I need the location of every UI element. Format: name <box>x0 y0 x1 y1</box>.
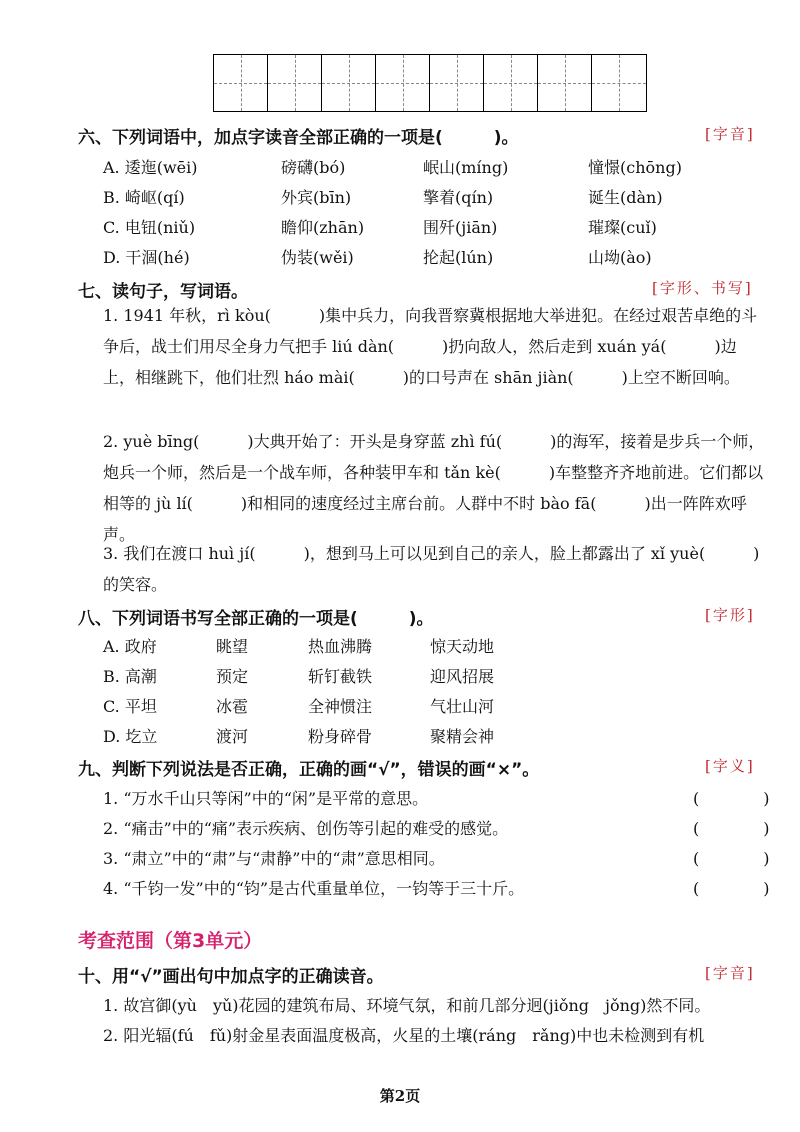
q9-item <box>103 876 770 898</box>
q7-passage-2: 2. yuè bīng( )大典开始了：开头是身穿蓝 zhì fú( )的海军，接着是步兵一个师，炮兵一个师，然后是一个战车师，各种装甲车和 tǎn kè( )车整整齐齐地前进。它们都以相等的 jù lí( )和相同的速度经过主席台前。人群中不时 bào fā( )出一阵阵欢呼声。 <box>103 432 765 544</box>
section-heading: 考查范围（第3单元） <box>78 930 263 952</box>
option-word: B. 崎岖(qí) <box>103 188 185 207</box>
q6-option-b[interactable] <box>103 185 763 207</box>
option-word: 惊天动地 <box>430 637 495 656</box>
answer-parentheses[interactable]: ( ) <box>693 819 770 838</box>
option-word: C. 平坦 <box>103 697 157 716</box>
option-word: 擎着(qín) <box>423 188 494 207</box>
option-word: D. 干涸(hé) <box>103 248 190 267</box>
option-word: B. 高潮 <box>103 667 157 686</box>
q6-tag: [字音] <box>705 125 755 143</box>
judge-statement: 1. “万水千山只等闲”中的“闲”是平常的意思。 <box>103 789 429 808</box>
judge-statement: 2. “痛击”中的“痛”表示疾病、创伤等引起的难受的感觉。 <box>103 819 509 838</box>
answer-parentheses[interactable]: ( ) <box>693 789 770 808</box>
answer-parentheses[interactable]: ( ) <box>693 879 770 898</box>
option-word: 外宾(bīn) <box>281 188 352 207</box>
option-word: 磅礴(bó) <box>281 158 346 177</box>
option-word: 山坳(ào) <box>588 248 652 267</box>
grid-cell[interactable] <box>484 55 538 111</box>
grid-cell[interactable] <box>592 55 646 111</box>
option-word: 围歼(jiān) <box>423 218 498 237</box>
option-word: D. 圪立 <box>103 727 158 746</box>
option-word: 热血沸腾 <box>308 637 373 656</box>
option-word: 抡起(lún) <box>423 248 494 267</box>
grid-cell[interactable] <box>376 55 430 111</box>
q8-option-a[interactable] <box>103 634 603 656</box>
q7-passage-3: 3. 我们在渡口 huì jí( )，想到马上可以见到自己的亲人，脸上都露出了 xǐ yuè( )的笑容。 <box>103 544 760 594</box>
option-word: A. 逶迤(wēi) <box>103 158 198 177</box>
q8-option-c[interactable] <box>103 694 603 716</box>
grid-cell[interactable] <box>430 55 484 111</box>
q7-passage-1: 1. 1941 年秋，rì kòu( )集中兵力，向我晋察冀根据地大举进犯。在经过艰苦卓绝的斗争后，战士们用尽全身力气把手 liú dàn( )扔向敌人，然后走到 xuán yá( )边上，相继跳下，他们壮烈 háo mài( )的口号声在 shān jiàn( )上空不断回响。 <box>103 306 758 387</box>
judge-statement: 3. “肃立”中的“肃”与“肃静”中的“肃”意思相同。 <box>103 849 445 868</box>
page-number: 第2页 <box>379 1087 421 1105</box>
q7-tag: [字形、书写] <box>652 279 753 297</box>
q6-title: 六、下列词语中，加点字读音全部正确的一项是( )。 <box>78 128 519 148</box>
answer-parentheses[interactable]: ( ) <box>693 849 770 868</box>
q6-option-c[interactable] <box>103 215 763 237</box>
q10-tag: [字音] <box>705 964 755 982</box>
q10-item-2[interactable]: 2. 阳光辐(fú fǔ)射金星表面温度极高，火星的土壤(ráng rǎng)中也未检测到有机 <box>103 1026 705 1045</box>
grid-cell[interactable] <box>214 55 268 111</box>
q10-item-1[interactable]: 1. 故宫御(yù yǔ)花园的建筑布局、环境气氛，和前几部分迥(jiǒng jǒng)然不同。 <box>103 996 711 1015</box>
q9-tag: [字义] <box>705 757 755 775</box>
grid-cell[interactable] <box>538 55 592 111</box>
option-word: 迎风招展 <box>430 667 495 686</box>
option-word: 斩钉截铁 <box>308 667 373 686</box>
option-word: 诞生(dàn) <box>588 188 663 207</box>
q6-option-d[interactable] <box>103 245 763 267</box>
q9-item <box>103 786 770 808</box>
q9-item <box>103 816 770 838</box>
q8-option-b[interactable] <box>103 664 603 686</box>
q10-title: 十、用“√”画出句中加点字的正确读音。 <box>78 967 384 987</box>
option-word: 渡河 <box>216 727 249 746</box>
q9-title: 九、判断下列说法是否正确，正确的画“√”，错误的画“×”。 <box>78 760 540 780</box>
option-word: C. 电钮(niǔ) <box>103 218 196 237</box>
option-word: 岷山(míng) <box>423 158 509 177</box>
option-word: 璀璨(cuǐ) <box>588 218 657 237</box>
option-word: 聚精会神 <box>430 727 495 746</box>
option-word: 粉身碎骨 <box>308 727 373 746</box>
q8-tag: [字形] <box>705 606 755 624</box>
q8-option-d[interactable] <box>103 724 603 746</box>
option-word: 全神惯注 <box>308 697 373 716</box>
judge-statement: 4. “千钧一发”中的“钧”是古代重量单位，一钧等于三十斤。 <box>103 879 525 898</box>
option-word: 眺望 <box>216 637 249 656</box>
q9-item <box>103 846 770 868</box>
option-word: A. 政府 <box>103 637 157 656</box>
option-word: 瞻仰(zhān) <box>281 218 365 237</box>
writing-grid[interactable] <box>213 54 647 112</box>
grid-cell[interactable] <box>322 55 376 111</box>
option-word: 伪装(wěi) <box>281 248 354 267</box>
option-word: 冰雹 <box>216 697 249 716</box>
grid-cell[interactable] <box>268 55 322 111</box>
q6-option-a[interactable] <box>103 155 763 177</box>
q8-title: 八、下列词语书写全部正确的一项是( )。 <box>78 609 434 629</box>
q7-title: 七、读句子，写词语。 <box>78 282 248 302</box>
option-word: 气壮山河 <box>430 697 495 716</box>
option-word: 憧憬(chōng) <box>588 158 682 177</box>
option-word: 预定 <box>216 667 249 686</box>
